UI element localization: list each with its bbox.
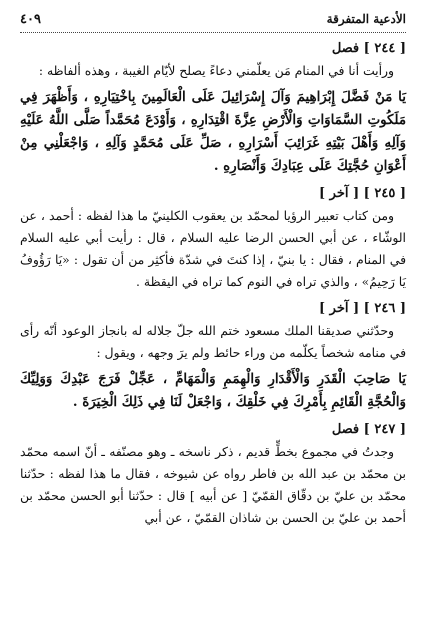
page-number: ٤٠٩ [20,12,41,27]
section-heading: [ ٢٤٧ ] فصل [331,422,406,437]
body-paragraph: وحدّثني صديقنا الملك مسعود ختم الله جلّ جلاله له بانجاز الوعود أنّه رأى في منامه شخصاً يكلّمه من وراء حائط ولم يرَ وجهه ، ويقول : [20,323,406,360]
section-heading: [ ٢٤٦ ] [ آخر ] [318,301,406,316]
section [20,422,406,529]
running-title: الأدعية المتفرقة [326,12,406,26]
supplication-text: يَا مَنْ فَضَّلَ إِبْرَاهِيمَ وَآلَ إِسْرَائِيلَ عَلَى الْعَالَمِينَ بِاخْتِيَارِهِ ، وَأَظْهَرَ فِي مَلَكُوتِ السَّمَاوَاتِ وَالْأَرْضِ عِزَّةَ اقْتِدَارِهِ ، وَأَوْدَعَ مُحَمَّداً صَلَّى اللَّهُ عَلَيْهِ وَآلِهِ وَأَهْلَ بَيْتِهِ غَرَائِبَ أَسْرَارِهِ ، صَلِّ عَلَى مُحَمَّدٍ وَآلِهِ ، وَاجْعَلْنِي مِنْ أَعْوَانِ حُجَّتِكَ عَلَى عِبَادِكَ وَأَنْصَارِهِ . [20,89,406,174]
section [20,186,406,293]
section [20,41,406,178]
running-header [20,12,406,33]
section [20,301,406,414]
body-paragraph: ورأيت أنا في المنام مَن يعلّمني دعاءً يصلح لأيّام الغيبة ، وهذه ألفاظه : [38,63,394,78]
body-paragraph: ومن كتاب تعبير الرؤيا لمحمّد بن يعقوب الكلينيّ ما هذا لفظه : أحمد ، عن الوشّاء ، عن أبي الحسن الرضا عليه السلام ، قال : رأيت أبي عليه السلام في المنام ، فقال : يا بنيّ ، إذا كنتَ في شدّة فأكثِر من أن تقول : «يَا رَؤُوفُ يَا رَحِيمُ» ، والذي تراه في النوم كما تراه في اليقظة . [20,208,406,289]
section-heading: [ ٢٤٥ ] [ آخر ] [318,186,406,201]
page-content [20,41,406,529]
section-heading: [ ٢٤٤ ] فصل [331,41,406,56]
supplication-text: يَا صَاحِبَ الْقَدَرِ وَالْأَقْدَارِ وَالْهِمَمِ وَالْمَهَامِّ ، عَجِّلْ فَرَجَ عَبْدِكَ وَوَلِيِّكَ وَالْحُجَّةِ الْقَائِمِ بِأَمْرِكَ فِي خَلْقِكَ ، وَاجْعَلْ لَنَا فِي ذَلِكَ الْخِيَرَةَ . [20,371,406,410]
body-paragraph: وجدتُ في مجموع بخطٍّ قديم ، ذكر ناسخه ـ وهو مصنّفه ـ أنّ اسمه محمّد بن محمّد بن عبد الله بن فاطر رواه عن شيوخه ، فقال ما هذا لفظه : حدّثنا محمّد بن عليّ بن دقّاق القمّيّ [ عن أبيه ] قال : حدّثنا أبو الحسن محمّد بن أحمد بن عليّ بن الحسن بن شاذان القمّيّ ، عن أبي [20,444,406,525]
